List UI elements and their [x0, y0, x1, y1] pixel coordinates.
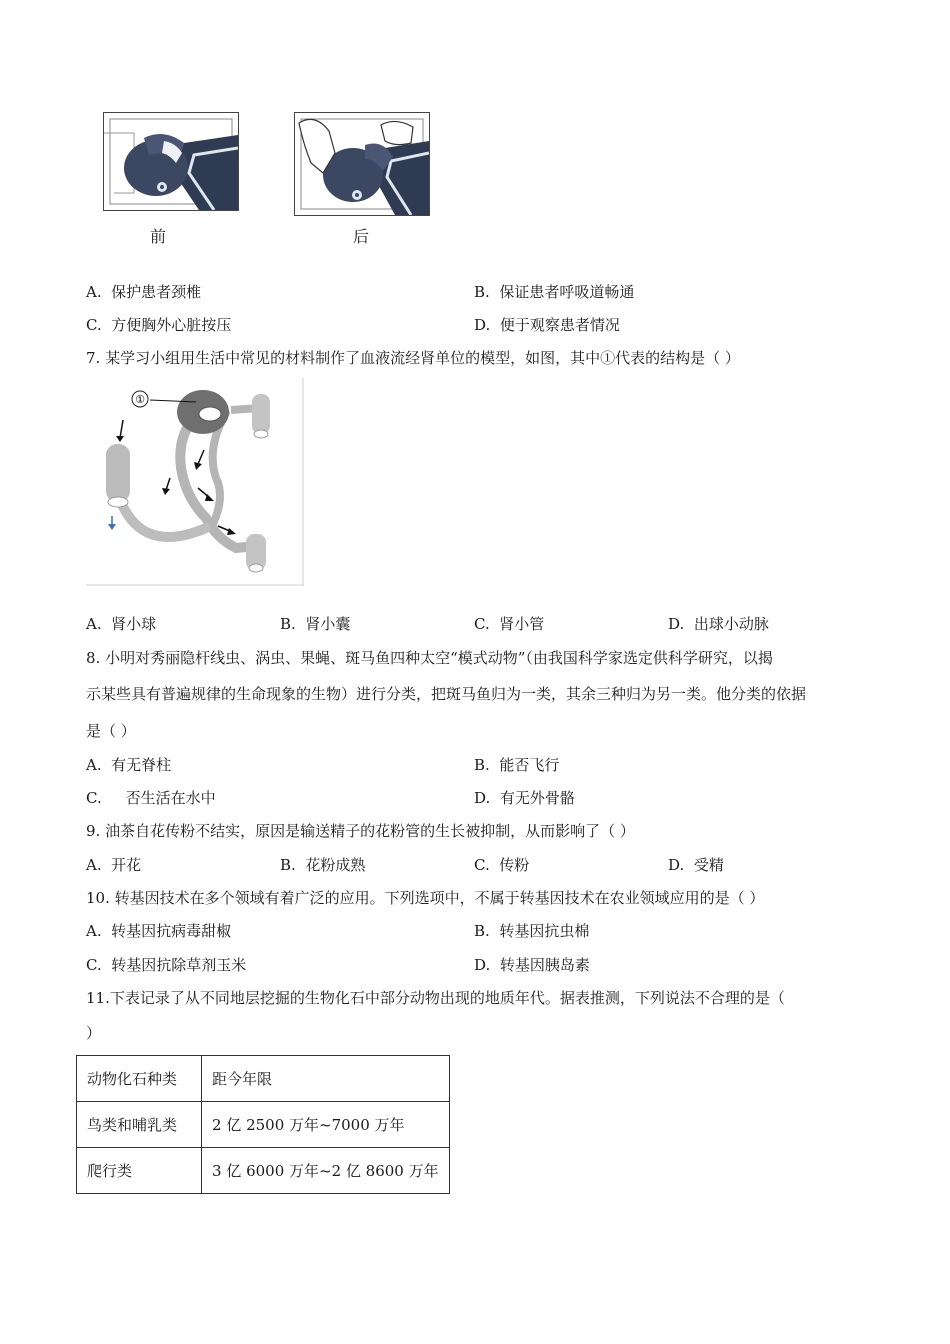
option-text: 便于观察患者情况 — [499, 316, 620, 334]
q8-stem-line-3: 是（ ） — [86, 722, 136, 740]
table-header-cell: 距今年限 — [202, 1056, 450, 1102]
q8-option-d[interactable] — [474, 788, 575, 808]
q8-stem-line-1: 8. 小明对秀丽隐杆线虫、涡虫、果蝇、斑马鱼四种太空“模式动物”（由我国科学家选定供科学研究，以揭 — [86, 649, 773, 667]
option-letter: D. — [668, 856, 685, 874]
option-letter: C. — [474, 856, 490, 874]
q7-option-d[interactable] — [668, 614, 769, 634]
option-text: 能否飞行 — [499, 756, 560, 774]
option-text: 有无脊柱 — [111, 756, 172, 774]
table-header-cell: 动物化石种类 — [77, 1056, 202, 1102]
q10-stem: 10. 转基因技术在多个领域有着广泛的应用。下列选项中，不属于转基因技术在农业领域应用的是（ ） — [86, 889, 765, 907]
q8-option-c[interactable] — [86, 788, 216, 808]
q9-option-a[interactable] — [86, 855, 141, 875]
table-cell: 鸟类和哺乳类 — [77, 1102, 202, 1148]
figure-after — [294, 112, 430, 216]
option-letter: B. — [474, 922, 490, 940]
q11-stem-line-2: ） — [86, 1024, 102, 1042]
option-text: 受精 — [693, 856, 724, 874]
option-letter: B. — [280, 856, 296, 874]
option-letter: C. — [474, 615, 490, 633]
option-text: 肾小球 — [111, 615, 157, 633]
option-text: 传粉 — [499, 856, 530, 874]
option-letter: A. — [86, 283, 102, 301]
option-letter: C. — [86, 789, 102, 807]
table-row — [77, 1148, 450, 1194]
option-letter: A. — [86, 756, 102, 774]
q6-option-c[interactable] — [86, 315, 231, 335]
q8-stem-line-2: 示某些具有普遍规律的生命现象的生物）进行分类，把斑马鱼归为一类，其余三种归为另一类。他分类的依据 — [86, 685, 807, 703]
q7-option-c[interactable] — [474, 614, 544, 634]
option-text: 转基因抗除草剂玉米 — [111, 956, 247, 974]
option-letter: D. — [668, 615, 685, 633]
q9-option-c[interactable] — [474, 855, 529, 875]
option-letter: C. — [86, 956, 102, 974]
option-text: 转基因抗虫棉 — [499, 922, 590, 940]
option-text: 否生活在水中 — [125, 789, 216, 807]
nephron-model-figure — [86, 378, 304, 586]
option-letter: B. — [474, 283, 490, 301]
option-letter: D. — [474, 789, 491, 807]
table-header-row — [77, 1056, 450, 1102]
figure-before — [103, 112, 239, 211]
q9-option-d[interactable] — [668, 855, 724, 875]
fossil-table — [76, 1055, 450, 1194]
table-cell: 2 亿 2500 万年~7000 万年 — [202, 1102, 450, 1148]
option-letter: D. — [474, 316, 491, 334]
q10-option-d[interactable] — [474, 955, 590, 975]
q9-option-b[interactable] — [280, 855, 365, 875]
caption-before: 前 — [150, 227, 167, 246]
caption-after: 后 — [353, 227, 370, 246]
option-letter: B. — [474, 756, 490, 774]
q10-option-c[interactable] — [86, 955, 246, 975]
option-text: 转基因抗病毒甜椒 — [111, 922, 232, 940]
option-text: 转基因胰岛素 — [499, 956, 590, 974]
option-letter: D. — [474, 956, 491, 974]
option-text: 出球小动脉 — [693, 615, 769, 633]
q7-option-a[interactable] — [86, 614, 156, 634]
q11-stem-line-1: 11.下表记录了从不同地层挖掘的生物化石中部分动物出现的地质年代。据表推测，下列说法不合理的是（ — [86, 989, 785, 1007]
q6-option-a[interactable] — [86, 282, 201, 302]
option-text: 花粉成熟 — [305, 856, 366, 874]
option-text: 肾小囊 — [305, 615, 351, 633]
marker-label: ① — [135, 393, 145, 406]
q6-option-d[interactable] — [474, 315, 620, 335]
option-text: 保证患者呼吸道畅通 — [499, 283, 635, 301]
option-text: 方便胸外心脏按压 — [111, 316, 232, 334]
q8-option-a[interactable] — [86, 755, 171, 775]
q9-stem: 9. 油茶自花传粉不结实，原因是输送精子的花粉管的生长被抑制，从而影响了（ ） — [86, 822, 635, 840]
option-text: 开花 — [111, 856, 142, 874]
option-letter: A. — [86, 922, 102, 940]
option-letter: A. — [86, 856, 102, 874]
q10-option-b[interactable] — [474, 921, 589, 941]
option-letter: C. — [86, 316, 102, 334]
q7-stem: 7. 某学习小组用生活中常见的材料制作了血液流经肾单位的模型，如图，其中①代表的结构是（ ） — [86, 349, 740, 367]
option-text: 肾小管 — [499, 615, 545, 633]
option-letter: B. — [280, 615, 296, 633]
option-text: 保护患者颈椎 — [111, 283, 202, 301]
table-cell: 爬行类 — [77, 1148, 202, 1194]
q6-option-b[interactable] — [474, 282, 634, 302]
q10-option-a[interactable] — [86, 921, 231, 941]
q7-option-b[interactable] — [280, 614, 350, 634]
table-row — [77, 1102, 450, 1148]
option-text: 有无外骨骼 — [499, 789, 575, 807]
q8-option-b[interactable] — [474, 755, 559, 775]
option-letter: A. — [86, 615, 102, 633]
table-cell: 3 亿 6000 万年~2 亿 8600 万年 — [202, 1148, 450, 1194]
